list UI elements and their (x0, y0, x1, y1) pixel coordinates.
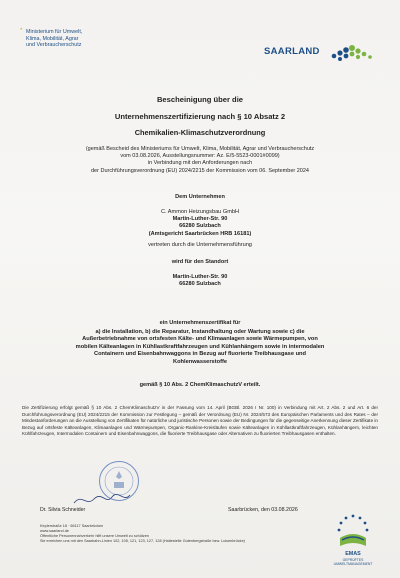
title-line-2: Unternehmenszertifizierung nach § 10 Absatz 2 (114, 112, 286, 121)
place-and-date: Saarbrücken, den 03.08.2026 (228, 507, 298, 513)
emas-stars-icon (332, 512, 374, 550)
legal-basis: (gemäß Bescheid des Ministeriums für Umwelt, Klima, Mobilität, Agrar und Verbraucherschutz vom 03.08.2026, Ausstellungsnummer: Az. E/5-5523-0001#0099) in Verbindung mit den Anforderungen nach der Durchführungsverordnung (EU) 2024/2215 der Kommission vom 06. September 2024 (85, 146, 315, 174)
legal-notice: Die Zertifizierung erfolgt gemäß § 10 Abs. 2 ChemKlimaschutzV in der Fassung vom 14. April (BGBl. 2026 I Nr. 100) in Verbindung mit Art. 2 Abs. 2 und Art. 6 der Durchführungsverordnung (EU) 2024/2215 der Kommission zur Festlegung – gemäß der Verordnung (EU) Nr. 2024/573 des Europäischen Parlaments und des Rates – der Mindestanforderungen an die Ausstellung von Zertifikaten für natürliche und juristische Personen sowie der Bedingungen für die gegenseitige Anerkennung dieser Zertifikate in Bezug auf ortsfeste Kälteanlagen, Klimaanlagen und Wärmepumpen, Organic-Rankine-Kreisläufen sowie Kälteanlagen in Kühllastkraftfahrzeugen, Kühlanhängern, leichten Kühlfahrzeugen, Intermodalen Containern und Eisenbahnwaggons, die fluorierte Treibhausgase oder Alternativen zu fluorierten Treibhausgasen enthalten. (22, 405, 378, 436)
represented-by: vertreten durch die Unternehmensführung (148, 242, 252, 248)
saarland-dots-icon (330, 42, 374, 64)
ministry-star-icon: * (20, 28, 23, 34)
title-line-3: Chemikalien-Klimaschutzverordnung (134, 128, 266, 137)
saarland-logo: SAARLAND (264, 38, 374, 64)
certificate-scope: a) die Installation, b) die Reparatur, Instandhaltung oder Wartung sowie c) die Außerbetriebnahme von ortsfesten Kälte- und Klimaanlagen sowie Wärmepumpen, von mobilen Kälteanlagen in Kühllastkraftfahrzeugen und Kühlanhängern sowie in intermodalen Containern und Eisenbahnwaggons in Bezug auf fluorierte Treibhausgase und Kohlenwasserstoffe (75, 329, 325, 365)
signer-name: Dr. Silvia Schneider (40, 507, 86, 513)
emas-logo: EMAS GEPRÜFTES UMWELTMANAGEMENT (332, 512, 374, 570)
company-address: C. Ammon Heizungsbau GmbH Martin-Luther-Str. 90 66280 Sulzbach (Amtsgericht Saarbrücken HRB 16181) (148, 209, 252, 237)
site-heading: wird für den Standort (171, 259, 229, 265)
ministry-name: * Ministerium für Umwelt, Klima, Mobilität, Agrar und Verbraucherschutz (20, 28, 83, 49)
site-address: Martin-Luther-Str. 90 66280 Sulzbach (172, 274, 228, 288)
title-line-1: Bescheinigung über die (156, 95, 244, 104)
company-heading: Dem Unternehmen (175, 194, 225, 200)
official-seal (98, 460, 140, 502)
issued-statement: gemäß § 10 Abs. 2 ChemKlimaschutzV erteilt. (139, 382, 261, 388)
certificate-intro: ein Unternehmenszertifikat für (159, 320, 241, 326)
footer-address: Keplerstraße 18 · 66117 Saarbrücken www.saarland.de Öffentliche Personennahverkehr hilft unsere Umwelt zu schützen Sie erreichen uns mit den Saarbahn-Linien 102, 105, 121, 123, 127, 128 (Haltestelle Gutenbergstraße bzw. Luisenbrücke) (40, 524, 245, 543)
